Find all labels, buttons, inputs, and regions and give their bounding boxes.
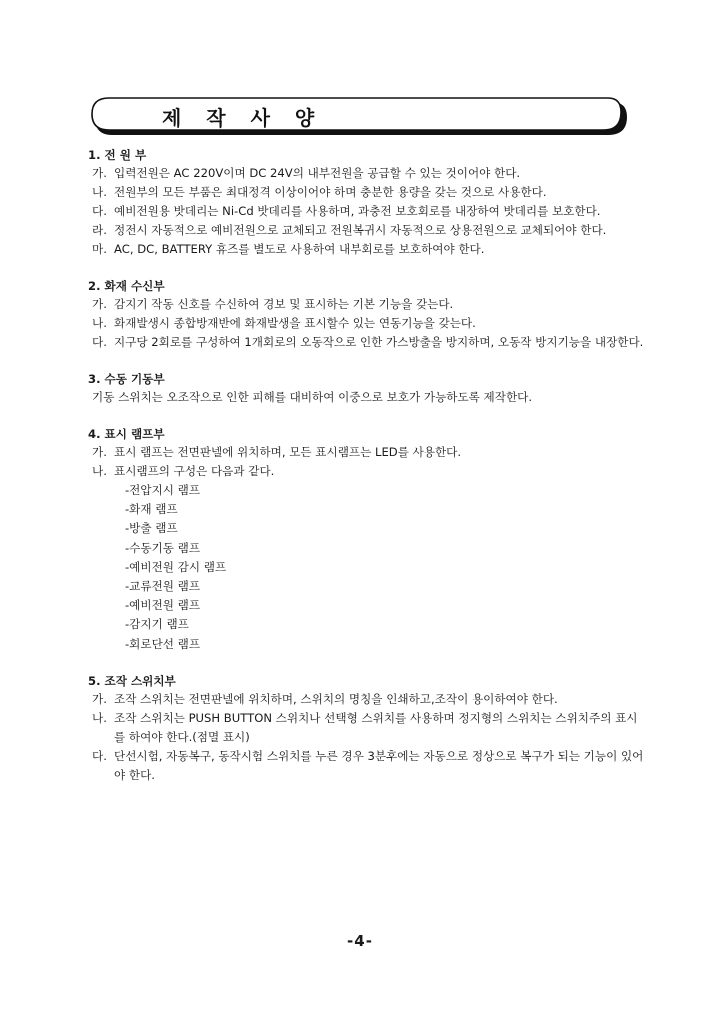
item-text: 예비전원용 밧데리는 Ni-Cd 밧데리를 사용하며, 과충전 보호회로를 내장하여 밧데리를 보호한다. [114, 204, 601, 218]
item-marker: 가. [92, 166, 107, 180]
section-title: 1. 전 원 부 [88, 148, 147, 162]
page-number: -4- [347, 932, 373, 950]
item-text: 단선시험, 자동복구, 동작시험 스위치를 누른 경우 3분후에는 자동으로 정상으로 복구가 되는 기능이 있어야 한다. [114, 748, 644, 782]
section-control-switches [88, 672, 648, 785]
item-marker: 나. [92, 316, 107, 330]
lamp-item-circuit-break: -회로단선 램프 [125, 636, 201, 651]
list-item [88, 709, 648, 747]
item-text: 전원부의 모든 부품은 최대정격 이상이어야 하며 충분한 용량을 갖는 것으로 사용한다. [114, 185, 547, 199]
page-title: 제 작 사 양 [162, 106, 324, 130]
list-item [88, 221, 648, 240]
item-text: 표시 램프는 전면판넬에 위치하며, 모든 표시램프는 LED를 사용한다. [114, 445, 462, 459]
lamp-item-backup-monitor: -예비전원 감시 램프 [125, 559, 227, 574]
list-item [88, 314, 648, 333]
section-title: 4. 표시 램프부 [88, 427, 165, 441]
item-marker: 마. [92, 242, 107, 256]
item-text: 정전시 자동적으로 예비전원으로 교체되고 전원복귀시 자동적으로 상용전원으로 교체되어야 한다. [114, 223, 607, 237]
item-text: 조작 스위치는 전면판넬에 위치하며, 스위치의 명칭을 인쇄하고,조작이 용이하여야 한다. [114, 691, 558, 706]
section-header-box [90, 97, 627, 136]
section-manual-start [88, 370, 648, 407]
spec-content [88, 146, 648, 803]
section-title: 5. 조작 스위치부 [88, 673, 176, 688]
item-marker: 가. [92, 445, 107, 459]
item-marker: 다. [92, 335, 107, 349]
item-text: AC, DC, BATTERY 휴즈를 별도로 사용하여 내부회로를 보호하여야 한다. [114, 242, 485, 256]
list-item [88, 164, 648, 183]
section-text: 기동 스위치는 오조작으로 인한 피해를 대비하여 이중으로 보호가 가능하도록 제작한다. [92, 390, 533, 404]
lamp-item-voltage: -전압지시 램프 [125, 483, 201, 497]
list-item [88, 240, 648, 259]
list-item [88, 747, 648, 785]
list-item [88, 690, 648, 709]
item-marker: 나. [92, 710, 107, 725]
item-marker: 나. [92, 185, 107, 199]
lamp-item-manual-start: -수동기동 램프 [125, 540, 201, 555]
item-marker: 가. [92, 297, 107, 311]
list-item [88, 202, 648, 221]
list-item [88, 333, 648, 352]
lamp-item-backup-power: -예비전원 램프 [125, 598, 201, 613]
section-indicator-lamps [88, 425, 648, 654]
item-text: 표시램프의 구성은 다음과 같다. [114, 464, 275, 478]
lamp-item-detector: -감지기 램프 [125, 617, 189, 632]
section-fire-receiver [88, 277, 648, 352]
item-text: 화재발생시 종합방재반에 화재발생을 표시할수 있는 연동기능을 갖는다. [114, 316, 476, 330]
lamp-item-discharge: -방출 램프 [125, 521, 178, 536]
item-text: 입력전원은 AC 220V이며 DC 24V의 내부전원을 공급할 수 있는 것이어야 한다. [114, 166, 521, 180]
item-marker: 다. [92, 204, 107, 218]
item-marker: 가. [92, 691, 107, 706]
item-text: 감지기 작동 신호를 수신하여 경보 및 표시하는 기본 기능을 갖는다. [114, 297, 454, 311]
section-power [88, 146, 648, 259]
section-title: 3. 수동 기동부 [88, 372, 165, 386]
item-text: 지구당 2회로를 구성하여 1개회로의 오동작으로 인한 가스방출을 방지하며, 오동작 방지기능을 내장한다. [114, 335, 644, 349]
item-marker: 나. [92, 464, 107, 478]
list-item [88, 443, 648, 462]
item-marker: 라. [92, 223, 107, 237]
list-item [88, 183, 648, 202]
list-item [88, 462, 648, 481]
lamp-item-fire: -화재 램프 [125, 502, 178, 517]
lamp-item-ac-power: -교류전원 램프 [125, 579, 201, 594]
section-title: 2. 화재 수신부 [88, 279, 165, 293]
item-text: 조작 스위치는 PUSH BUTTON 스위치나 선택형 스위치를 사용하며 정지형의 스위치는 스위치주의 표시를 하여야 한다.(점멸 표시) [114, 710, 638, 744]
list-item [88, 295, 648, 314]
item-marker: 다. [92, 748, 107, 763]
